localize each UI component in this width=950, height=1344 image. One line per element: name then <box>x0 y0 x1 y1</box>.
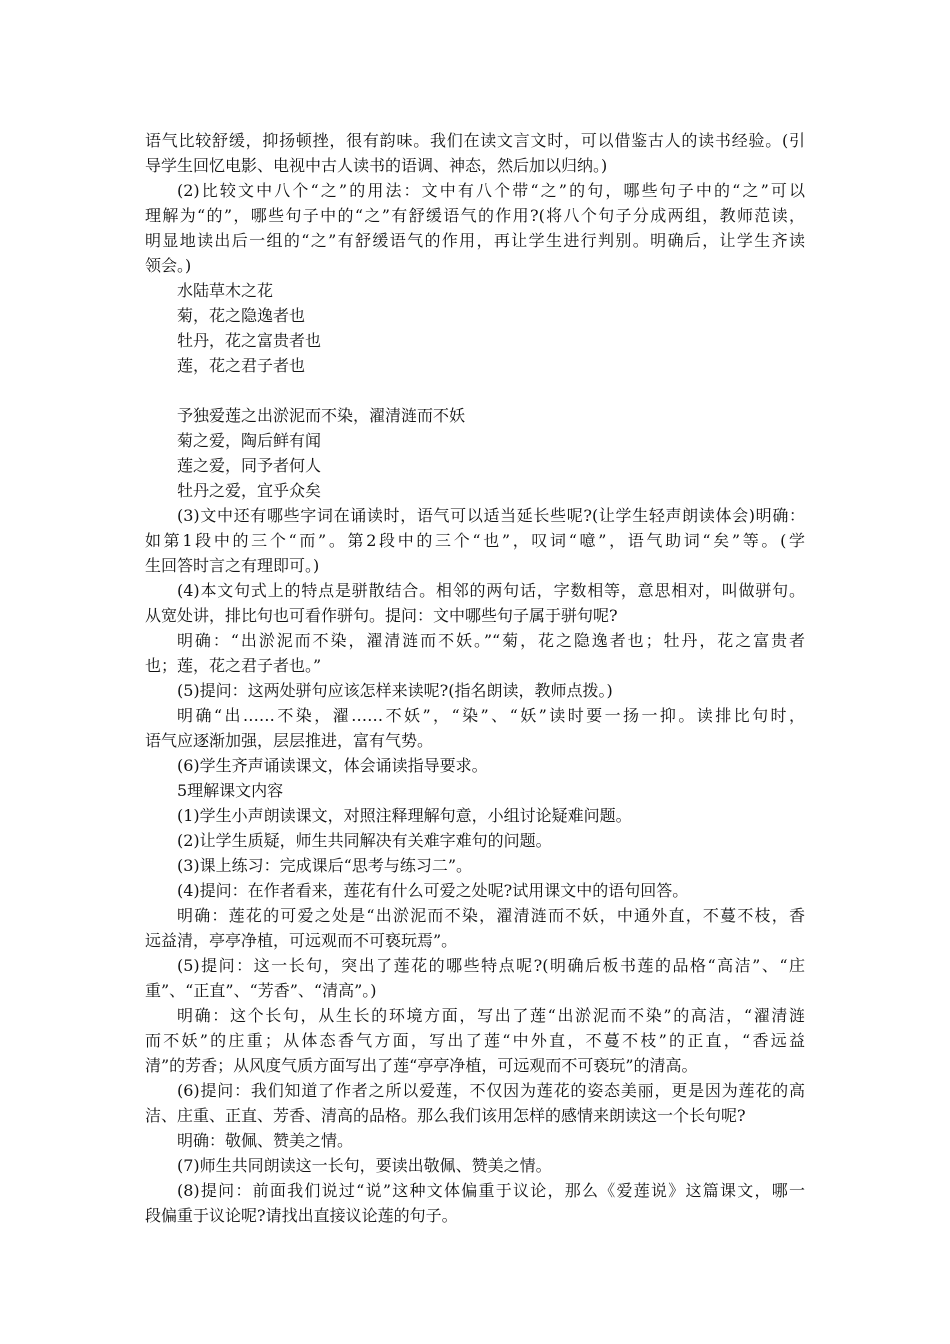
text-line: (5)提问：这一长句，突出了莲花的哪些特点呢?(明确后板书莲的品格“高洁”、“庄 <box>177 956 805 975</box>
text-line: 牡丹，花之富贵者也 <box>177 331 322 350</box>
text-line: (5)提问：这两处骈句应该怎样来读呢?(指名朗读，教师点拨。) <box>177 681 613 700</box>
text-line: (1)学生小声朗读课文，对照注释理解句意，小组讨论疑难问题。 <box>177 806 632 825</box>
text-line: 莲之爱，同予者何人 <box>177 456 322 475</box>
text-line: 菊之爱，陶后鲜有闻 <box>177 431 322 450</box>
text-line: 明显地读出后一组的“之”有舒缓语气的作用，再让学生进行判别。明确后，让学生齐读 <box>145 231 805 250</box>
text-line: 明确：“出淤泥而不染，濯清涟而不妖。”“菊，花之隐逸者也；牡丹，花之富贵者 <box>177 631 805 650</box>
text-line: 水陆草木之花 <box>177 281 274 300</box>
text-line: (4)提问：在作者看来，莲花有什么可爱之处呢?试用课文中的语句回答。 <box>177 881 689 900</box>
text-line: (3)文中还有哪些字词在诵读时，语气可以适当延长些呢?(让学生轻声朗读体会)明确： <box>177 506 805 525</box>
text-line: 而不妖”的庄重；从体态香气方面，写出了莲“中外直，不蔓不枝”的正直，“香远益 <box>145 1031 805 1050</box>
text-line: 生回答时言之有理即可。) <box>145 556 320 575</box>
text-line: 5理解课文内容 <box>177 781 284 800</box>
text-line: 远益清，亭亭净植，可远观而不可亵玩焉”。 <box>145 931 458 950</box>
text-line: 导学生回忆电影、电视中古人读书的语调、神态，然后加以归纳。) <box>145 156 608 175</box>
text-line: 明确：这个长句，从生长的环境方面，写出了莲“出淤泥而不染”的高洁，“濯清涟 <box>177 1006 805 1025</box>
text-line: 领会。) <box>145 256 192 275</box>
text-line: 牡丹之爱，宜乎众矣 <box>177 481 322 500</box>
text-line: (6)提问：我们知道了作者之所以爱莲，不仅因为莲花的姿态美丽，更是因为莲花的高 <box>177 1081 805 1100</box>
text-line: 重”、“正直”、“芳香”、“清高”。) <box>145 981 377 1000</box>
text-line: 洁、庄重、正直、芳香、清高的品格。那么我们该用怎样的感情来朗读这一个长句呢? <box>145 1106 746 1125</box>
text-line: 菊，花之隐逸者也 <box>177 306 306 325</box>
text-line: 从宽处讲，排比句也可看作骈句。提问：文中哪些句子属于骈句呢? <box>145 606 618 625</box>
text-line: 语气比较舒缓，抑扬顿挫，很有韵味。我们在读文言文时，可以借鉴古人的读书经验。(引 <box>145 131 805 150</box>
text-line: 段偏重于议论呢?请找出直接议论莲的句子。 <box>145 1206 458 1225</box>
text-line: 莲，花之君子者也 <box>177 356 306 375</box>
text-line: 明确“出……不染，濯……不妖”，“染”、“妖”读时要一扬一抑。读排比句时， <box>177 706 805 725</box>
blank-line <box>145 378 805 403</box>
text-line: 清”的芳香；从风度气质方面写出了莲“亭亭净植，可远观而不可亵玩”的清高。 <box>145 1056 698 1075</box>
text-line: (7)师生共同朗读这一长句，要读出敬佩、赞美之情。 <box>177 1156 552 1175</box>
text-line: 也；莲，花之君子者也。” <box>145 656 322 675</box>
text-line: (6)学生齐声诵读课文，体会诵读指导要求。 <box>177 756 488 775</box>
text-line: (8)提问：前面我们说过“说”这种文体偏重于议论，那么《爱莲说》这篇课文，哪一 <box>177 1181 805 1200</box>
text-line: 明确：敬佩、赞美之情。 <box>177 1131 354 1150</box>
text-line: (2)让学生质疑，师生共同解决有关难字难句的问题。 <box>177 831 552 850</box>
document-body <box>145 128 805 1228</box>
text-line: 予独爱莲之出淤泥而不染，濯清涟而不妖 <box>177 406 466 425</box>
text-line: 如第1段中的三个“而”。第2段中的三个“也”，叹词“噫”，语气助词“矣”等。(学 <box>145 531 805 550</box>
text-line: (2)比较文中八个“之”的用法：文中有八个带“之”的句，哪些句子中的“之”可以 <box>177 181 805 200</box>
text-line: 理解为“的”，哪些句子中的“之”有舒缓语气的作用?(将八个句子分成两组，教师范读， <box>145 206 805 225</box>
text-line: (3)课上练习：完成课后“思考与练习二”。 <box>177 856 473 875</box>
text-line: 明确：莲花的可爱之处是“出淤泥而不染，濯清涟而不妖，中通外直，不蔓不枝，香 <box>177 906 805 925</box>
text-line: 语气应逐渐加强，层层推进，富有气势。 <box>145 731 434 750</box>
text-line: (4)本文句式上的特点是骈散结合。相邻的两句话，字数相等，意思相对，叫做骈句。 <box>177 581 805 600</box>
